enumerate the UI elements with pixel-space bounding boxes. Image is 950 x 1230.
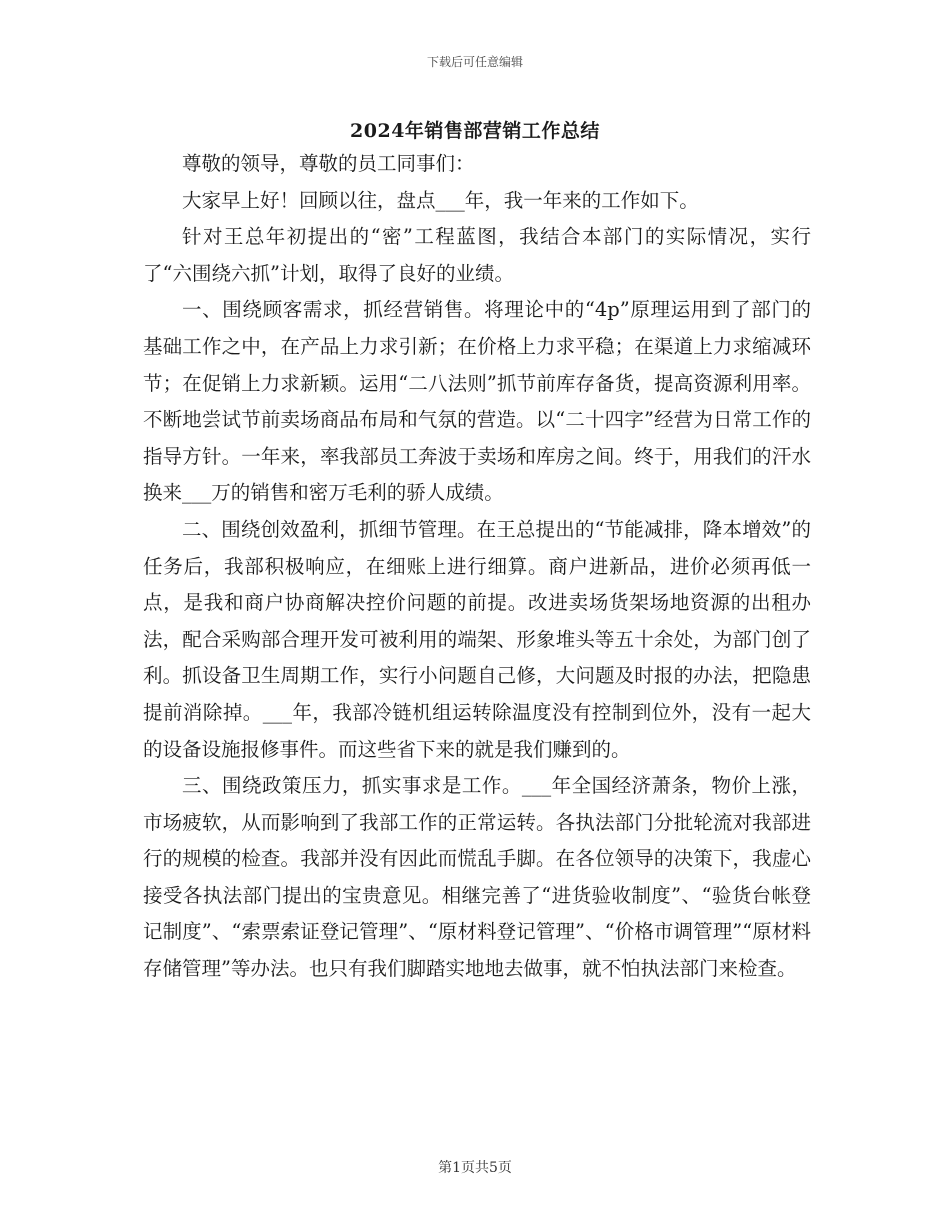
document-body bbox=[143, 146, 811, 988]
document-title: 2024年销售部营销工作总结 bbox=[350, 120, 600, 142]
page-header-note: 下载后可任意编辑 bbox=[426, 55, 523, 69]
paragraph: 大家早上好！回顾以往，盘点___年，我一年来的工作如下。 bbox=[182, 188, 699, 212]
paragraph: 二、围绕创效盈利，抓细节管理。在王总提出的“节能减排，降本增效”的任务后，我部积极响应，在细账上进行细算。商户进新品，进价必须再低一点，是我和商户协商解决控价问题的前提。改进卖场货架场地资源的出租办法，配合采购部合理开发可被利用的端架、形象堆头等五十余处，为部门创了利。抓设备卫生周期工作，实行小问题自己修，大问题及时报的办法，把隐患提前消除掉。___年，我部冷链机组运转除温度没有控制到位外，没有一起大的设备设施报修事件。而这些省下来的就是我们赚到的。 bbox=[143, 517, 811, 761]
paragraph: 针对王总年初提出的“密”工程蓝图，我结合本部门的实际情况，实行了“六围绕六抓”计划，取得了良好的业绩。 bbox=[143, 225, 811, 285]
greeting: 尊敬的领导，尊敬的员工同事们： bbox=[182, 152, 475, 175]
paragraph: 三、围绕政策压力，抓实事求是工作。___年全国经济萧条，物价上涨，市场疲软，从而影响到了我部工作的正常运转。各执法部门分批轮流对我部进行的规模的检查。我部并没有因此而慌乱手脚。在各位领导的决策下，我虚心接受各执法部门提出的宝贵意见。相继完善了“进货验收制度”、“验货台帐登记制度”、“索票索证登记管理”、“原材料登记管理”、“价格市调管理”“原材料存储管理”等办法。也只有我们脚踏实地地去做事，就不怕执法部门来检查。 bbox=[143, 774, 811, 981]
page-number: 第1页共5页 bbox=[438, 1160, 512, 1176]
paragraph: 一、围绕顾客需求，抓经营销售。将理论中的“4p”原理运用到了部门的基础工作之中，在产品上力求引新；在价格上力求平稳；在渠道上力求缩减环节；在促销上力求新颖。运用“二八法则”抓节前库存备货，提高资源利用率。不断地尝试节前卖场商品布局和气氛的营造。以“二十四字”经营为日常工作的指导方针。一年来，率我部员工奔波于卖场和库房之间。终于，用我们的汗水换来___万的销售和密万毛利的骄人成绩。 bbox=[143, 298, 811, 505]
